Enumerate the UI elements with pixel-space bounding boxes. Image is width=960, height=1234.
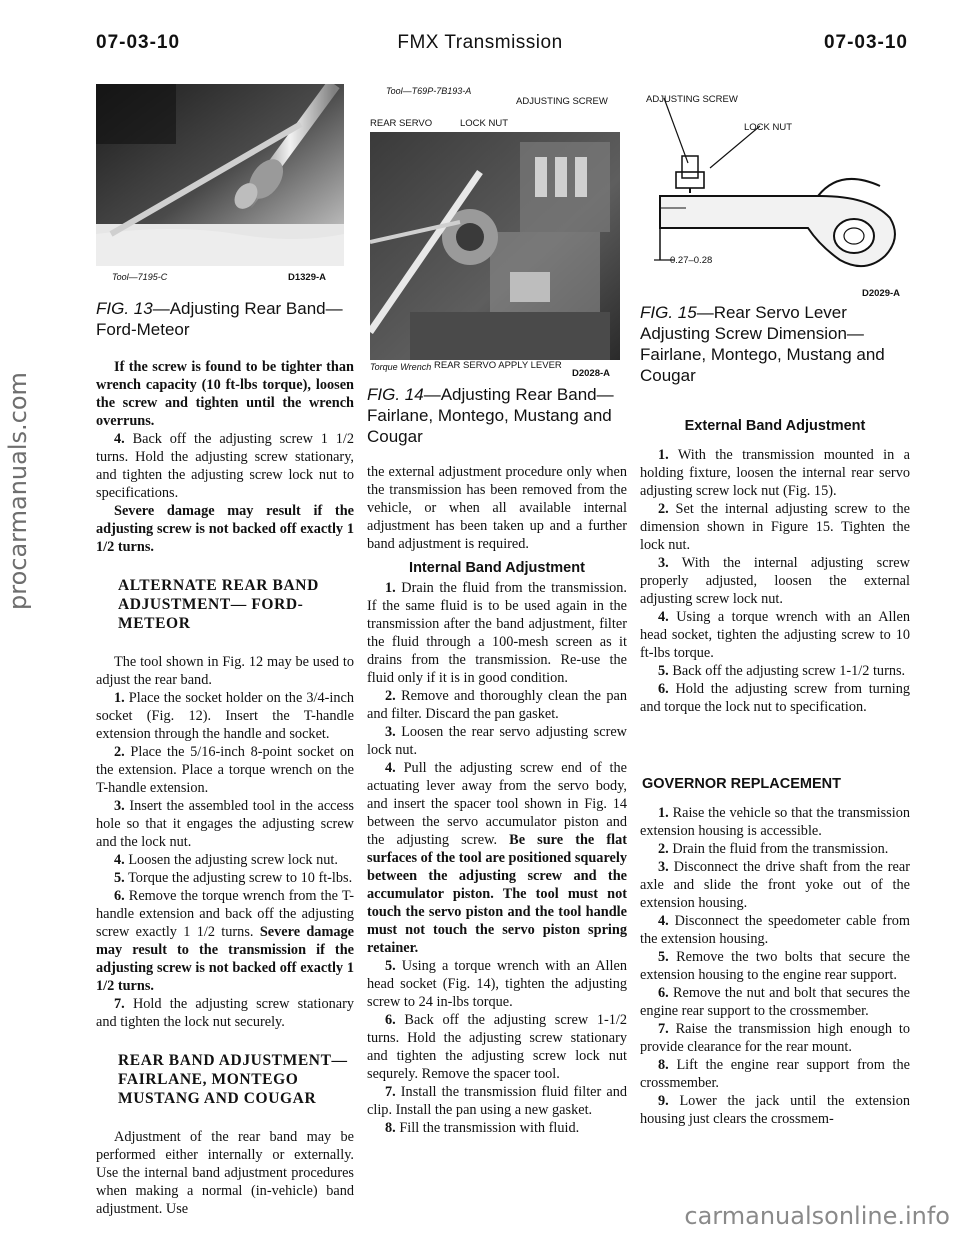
col3-gov-step-6: Remove the nut and bolt that secures the engine rear support to the crossmember. [640, 985, 911, 1019]
fig15-label-lock-nut: LOCK NUT [744, 122, 793, 133]
step-number: 2. [114, 744, 125, 760]
col2-step-2: Remove and thoroughly clean the pan and filter. Discard the pan gasket. [367, 688, 627, 722]
step-number: 1. [385, 580, 396, 596]
col3-gov-step-7: Raise the transmission high enough to provide clearance for the rear mount. [640, 1021, 910, 1055]
step-number: 1. [114, 690, 125, 706]
col1-alt-step-6-warning: Severe damage may result to the transmission if the adjusting screw is not backed off exactly 1 1/2 turns. [96, 924, 355, 994]
fig14-label-adjusting-screw: ADJUSTING SCREW [516, 96, 608, 107]
step-number: 3. [658, 859, 669, 875]
col1-step-4: Back off the adjusting screw 1 1/2 turns. Hold the adjusting screw stationary, and tighten the adjusting screw lock nut to specifications. [96, 431, 354, 501]
step-number: 4. [114, 431, 125, 447]
step-number: 5. [385, 958, 396, 974]
col3-gov-step-8: Lift the engine rear support from the crossmember. [640, 1057, 910, 1091]
col1-alt-step-1: Place the socket holder on the 3/4-inch socket (Fig. 12). Insert the T-handle extension through the handle and socket. [96, 690, 355, 742]
fig13-code: D1329-A [288, 272, 327, 283]
step-number: 4. [385, 760, 396, 776]
fig14-label-torque-wrench: Torque Wrench [370, 362, 432, 372]
step-number: 5. [114, 870, 125, 886]
col1-alt-step-3: Insert the assembled tool in the access hole so that it engages the adjusting screw and the lock nut. [96, 798, 354, 850]
col1-alt-step-5: Torque the adjusting screw to 10 ft-lbs. [128, 870, 353, 886]
bottom-watermark: carmanualsonline.info [684, 1202, 950, 1230]
col1-alt-step-2: Place the 5/16-inch 8-point socket on the extension. Place a torque wrench on the T-handle extension. [96, 744, 354, 796]
step-number: 2. [385, 688, 396, 704]
step-number: 3. [385, 724, 396, 740]
col1-alt-step-4: Loosen the adjusting screw lock nut. [128, 852, 338, 868]
col1-paragraph-1: If the screw is found to be tighter than wrench capacity (10 ft-lbs torque), loosen the screw and tighten until the wrench overruns. [96, 359, 354, 429]
side-watermark: procarmanuals.com [4, 372, 32, 610]
fig14-caption-text: —Adjusting Rear Band—Fairlane, Montego, Mustang and Cougar [367, 385, 614, 446]
col3-ext-step-1: With the transmission mounted in a holding fixture, loosen the internal rear servo adjusting screw lock nut (Fig. 15). [640, 447, 910, 499]
col2-paragraph-1: the external adjustment procedure only when the transmission has been removed from the vehicle, or when all available internal adjustment has been taken up and a further band adjustment is required. [367, 464, 627, 552]
step-number: 3. [114, 798, 125, 814]
step-number: 4. [658, 609, 669, 625]
step-number: 8. [385, 1120, 396, 1136]
fig14-code: D2028-A [572, 368, 611, 379]
page-number-left: 07-03-10 [96, 32, 181, 53]
col2-step-1: Drain the fluid from the transmission. If the same fluid is to be used again in the transmission after the band adjustment, filter the fluid through a 100-mesh screen as it drains from the transmission. Re-use the fluid only if it is in good condition. [367, 580, 627, 686]
col1-alt-step-6: Remove the torque wrench from the T-handle extension and back off the adjusting screw exactly 1 1/2 turns. [96, 888, 354, 940]
fig13-photo [96, 84, 344, 266]
step-number: 2. [658, 841, 669, 857]
col3-gov-step-2: Drain the fluid from the transmission. [672, 841, 889, 857]
col2-step-6: Back off the adjusting screw 1-1/2 turns. Hold the adjusting screw stationary and tighten the adjusting screw lock nut sequrely. Remove the spacer tool. [367, 1012, 627, 1082]
col3-ext-step-6: Hold the adjusting screw from turning and torque the lock nut to specification. [640, 681, 910, 715]
fig13-tool-label: Tool—7195-C [112, 272, 168, 282]
step-number: 6. [658, 681, 669, 697]
step-number: 4. [658, 913, 669, 929]
col2-step-7: Install the transmission fluid filter and clip. Install the pan using a new gasket. [367, 1084, 627, 1118]
col3-ext-step-2: Set the internal adjusting screw to the dimension shown in Figure 15. Tighten the lock nut. [640, 501, 910, 553]
heading-governor-replacement: GOVERNOR REPLACEMENT [642, 776, 841, 792]
fig13-caption-text: —Adjusting Rear Band—Ford-Meteor [96, 299, 343, 339]
step-number: 6. [658, 985, 669, 1001]
fig14-label-apply-lever: REAR SERVO APPLY LEVER [434, 360, 562, 371]
fig14-caption [367, 384, 627, 447]
col2-step-4: Pull the adjusting screw end of the actuating lever away from the servo body, and insert the spacer tool shown in Fig. 14 between the servo accumulator piston and the adjusting screw. [367, 760, 628, 848]
subheading-internal-band-adjustment: Internal Band Adjustment [409, 560, 585, 576]
fig15-code: D2029-A [862, 288, 901, 299]
col2-step-8: Fill the transmission with fluid. [399, 1120, 580, 1136]
step-number: 5. [658, 949, 669, 965]
fig15-caption-text: —Rear Servo Lever Adjusting Screw Dimension—Fairlane, Montego, Mustang and Cougar [640, 303, 885, 385]
step-number: 2. [658, 501, 669, 517]
col2-step-5: Using a torque wrench with an Allen head socket (Fig. 14), tighten the adjusting screw to 24 in-lbs torque. [367, 958, 627, 1010]
col3-ext-step-3: With the internal adjusting screw properly adjusted, loosen the external adjusting screw lock nut. [640, 555, 910, 607]
page-title: FMX Transmission [397, 32, 563, 53]
col1-warning-1: Severe damage may result if the adjusting screw is not backed off exactly 1 1/2 turns. [96, 503, 354, 555]
col3-ext-step-5: Back off the adjusting screw 1-1/2 turns. [672, 663, 906, 679]
col1-paragraph-3: Adjustment of the rear band may be performed either internally or externally. Use the internal band adjustment procedures when making a normal (in-vehicle) band adjustment. Use [96, 1129, 354, 1217]
fig14-photo [370, 132, 620, 360]
step-number: 1. [658, 805, 669, 821]
fig13-caption-prefix: FIG. 13 [96, 299, 153, 318]
col2-step-3: Loosen the rear servo adjusting screw lock nut. [367, 724, 627, 758]
step-number: 8. [658, 1057, 669, 1073]
step-number: 7. [658, 1021, 669, 1037]
step-number: 6. [114, 888, 125, 904]
col1-alt-step-7: Hold the adjusting screw stationary and tighten the lock nut securely. [96, 996, 354, 1030]
col3-gov-step-3: Disconnect the drive shaft from the rear axle and slide the front yoke out of the extension housing. [640, 859, 910, 911]
col3-gov-step-4: Disconnect the speedometer cable from the extension housing. [640, 913, 910, 947]
heading-alternate-rear-band: ALTERNATE REAR BAND ADJUSTMENT— FORD-METEOR [118, 577, 319, 632]
fig15-label-adjusting-screw: ADJUSTING SCREW [646, 94, 738, 105]
page-number-right: 07-03-10 [823, 32, 908, 53]
subheading-external-band-adjustment: External Band Adjustment [684, 418, 866, 434]
fig15-caption-prefix: FIG. 15 [640, 303, 697, 322]
fig14-caption-prefix: FIG. 14 [367, 385, 424, 404]
col3-gov-step-9: Lower the jack until the extension housing just clears the crossmem- [640, 1093, 910, 1127]
col2-step-4-warning: Be sure the flat surfaces of the tool are positioned squarely between the adjusting screw and the accumulator piston. The tool must not touch the servo piston and the tool handle must not touch the servo piston spring retainer. [367, 832, 627, 956]
fig13-caption [96, 298, 354, 340]
fig15-dimension: 0.27–0.28 [670, 255, 713, 266]
col1-paragraph-2: The tool shown in Fig. 12 may be used to adjust the rear band. [96, 654, 354, 688]
fig15-diagram [640, 88, 910, 300]
fig14-label-lock-nut: LOCK NUT [460, 118, 509, 129]
heading-rear-band-adjustment: REAR BAND ADJUSTMENT— FAIRLANE, MONTEGO MUSTANG AND COUGAR [118, 1052, 348, 1107]
fig14-tool-label: Tool—T69P-7B193-A [386, 86, 472, 96]
fig15-caption [640, 302, 910, 386]
col3-gov-step-1: Raise the vehicle so that the transmission extension housing is accessible. [640, 805, 910, 839]
step-number: 7. [114, 996, 125, 1012]
step-number: 6. [385, 1012, 396, 1028]
col3-gov-step-5: Remove the two bolts that secure the extension housing to the engine rear support. [640, 949, 910, 983]
fig14-label-rear-servo: REAR SERVO [370, 118, 433, 129]
step-number: 4. [114, 852, 125, 868]
col3-ext-step-4: Using a torque wrench with an Allen head socket, tighten the adjusting screw to 10 ft-lbs torque. [640, 609, 910, 661]
step-number: 7. [385, 1084, 396, 1100]
step-number: 3. [658, 555, 669, 571]
step-number: 9. [658, 1093, 669, 1109]
step-number: 5. [658, 663, 669, 679]
step-number: 1. [658, 447, 669, 463]
